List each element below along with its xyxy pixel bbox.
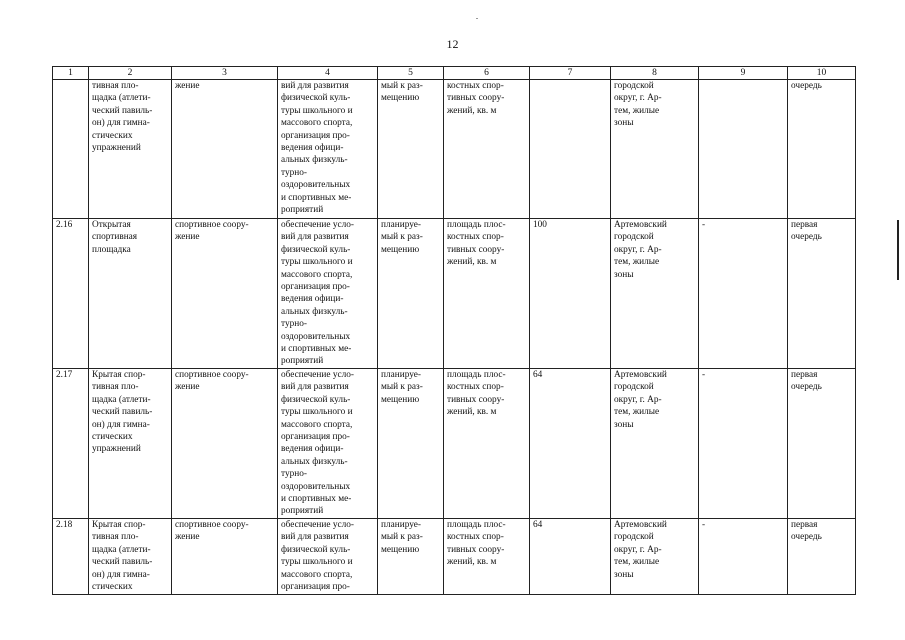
scan-artifact-dot [476, 18, 478, 19]
scan-edge-mark [897, 220, 899, 280]
cell-characteristic: костных спор- тивных соору- жений, кв. м [444, 80, 530, 219]
cell-purpose: обеспечение усло- вий для развития физической куль- туры школьного и массового спорта, организация про- ведения офици- альных физкуль- турно- оздоровительных и спортивных ме- роприятий [278, 219, 378, 369]
cell-status: мый к раз- мещению [378, 80, 444, 219]
cell-characteristic: площадь плос- костных спор- тивных соору- жений, кв. м [444, 219, 530, 369]
cell-value: 64 [530, 369, 611, 519]
table-row [53, 219, 856, 369]
objects-table [52, 66, 856, 595]
cell-status: планируе- мый к раз- мещению [378, 369, 444, 519]
cell-name: Крытая спор- тивная пло- щадка (атлети- ческий павиль- он) для гимна- стических упражнений [89, 369, 172, 519]
cell-type: спортивное соору- жение [172, 519, 278, 595]
column-number: 1 [53, 67, 89, 80]
cell-location: Артемовский городской округ, г. Ар- тем, жилые зоны [611, 219, 699, 369]
cell-characteristic: площадь плос- костных спор- тивных соору- жений, кв. м [444, 369, 530, 519]
column-number: 7 [530, 67, 611, 80]
column-number: 10 [788, 67, 856, 80]
cell-num: 2.18 [53, 519, 89, 595]
page-number: 12 [446, 37, 459, 51]
cell-name: Крытая спор- тивная пло- щадка (атлети- ческий павиль- он) для гимна- стических [89, 519, 172, 595]
table-row [53, 80, 856, 219]
cell-num: 2.17 [53, 369, 89, 519]
table-row [53, 369, 856, 519]
cell-num [53, 80, 89, 219]
cell-location: Артемовский городской округ, г. Ар- тем, жилые зоны [611, 369, 699, 519]
cell-stage: первая очередь [788, 219, 856, 369]
cell-location: Артемовский городской округ, г. Ар- тем, жилые зоны [611, 519, 699, 595]
column-number: 6 [444, 67, 530, 80]
cell-status: планируе- мый к раз- мещению [378, 219, 444, 369]
cell-value: 64 [530, 519, 611, 595]
cell-status: планируе- мый к раз- мещению [378, 519, 444, 595]
cell-num: 2.16 [53, 219, 89, 369]
cell-name: тивная пло- щадка (атлети- ческий павиль- он) для гимна- стических упражнений [89, 80, 172, 219]
cell-type: спортивное соору- жение [172, 219, 278, 369]
column-number: 3 [172, 67, 278, 80]
table-row [53, 519, 856, 595]
cell-purpose: вий для развития физической куль- туры школьного и массового спорта, организация про- ведения офици- альных физкуль- турно- оздоровительных и спортивных ме- роприятий [278, 80, 378, 219]
cell-value [530, 80, 611, 219]
column-number: 4 [278, 67, 378, 80]
cell-value: 100 [530, 219, 611, 369]
cell-type: спортивное соору- жение [172, 369, 278, 519]
cell-name: Открытая спортивная площадка [89, 219, 172, 369]
column-number-row [53, 67, 856, 80]
cell-zone: - [699, 519, 788, 595]
column-number: 5 [378, 67, 444, 80]
cell-location: городской округ, г. Ар- тем, жилые зоны [611, 80, 699, 219]
cell-purpose: обеспечение усло- вий для развития физической куль- туры школьного и массового спорта, организация про- [278, 519, 378, 595]
cell-stage: очередь [788, 80, 856, 219]
cell-type: жение [172, 80, 278, 219]
cell-zone: - [699, 219, 788, 369]
cell-zone: - [699, 369, 788, 519]
cell-stage: первая очередь [788, 519, 856, 595]
cell-stage: первая очередь [788, 369, 856, 519]
cell-characteristic: площадь плос- костных спор- тивных соору- жений, кв. м [444, 519, 530, 595]
cell-purpose: обеспечение усло- вий для развития физической куль- туры школьного и массового спорта, организация про- ведения офици- альных физкуль- турно- оздоровительных и спортивных ме- роприятий [278, 369, 378, 519]
column-number: 8 [611, 67, 699, 80]
cell-zone [699, 80, 788, 219]
column-number: 9 [699, 67, 788, 80]
column-number: 2 [89, 67, 172, 80]
